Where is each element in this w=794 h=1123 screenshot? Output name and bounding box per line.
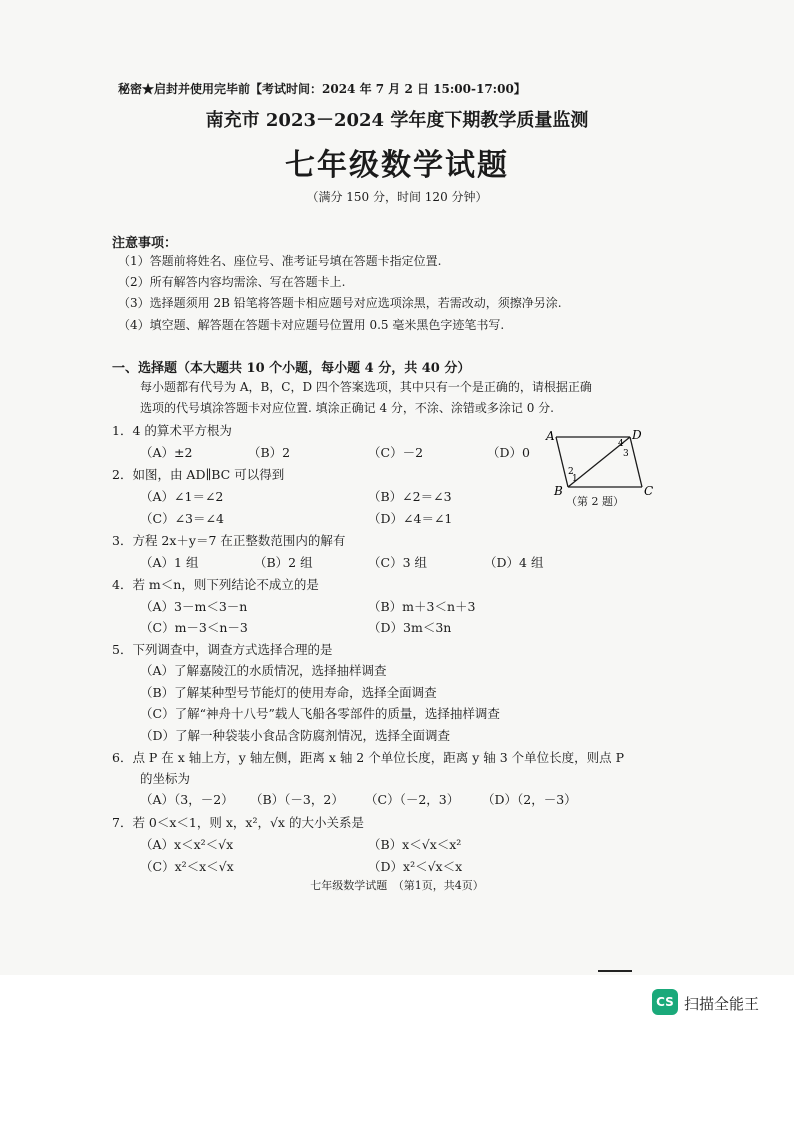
- option-a: （A）了解嘉陵江的水质情况，选择抽样调查: [140, 663, 387, 678]
- vertex-b-label: B: [554, 484, 563, 498]
- question-stem: 6．点 P 在 x 轴上方，y 轴左侧，距离 x 轴 2 个单位长度，距离 y 轴 3 个单位长度，则点 P: [112, 750, 625, 765]
- question-stem: 2．如图，由 AD∥BC 可以得到: [112, 467, 285, 482]
- note-item: （1）答题前将姓名、座位号、准考证号填在答题卡指定位置.: [118, 254, 442, 268]
- option-d: （D）4 组: [484, 555, 544, 570]
- option-a: （A）∠1＝∠2: [140, 489, 224, 504]
- option-c: （C）了解“神舟十八号”载人飞船各零部件的质量，选择抽样调查: [140, 706, 500, 721]
- option-c: （C）m－3＜n－3: [140, 620, 248, 635]
- note-item: （2）所有解答内容均需涂、写在答题卡上.: [118, 275, 346, 289]
- option-a: （A）±2: [140, 445, 193, 460]
- option-b: （B）（－3，2）: [250, 792, 344, 807]
- option-a: （A）（3，－2）: [140, 792, 234, 807]
- exam-title: 七年级数学试题: [285, 148, 509, 183]
- option-d: （D）∠4＝∠1: [368, 511, 453, 526]
- exam-meta: （满分 150 分，时间 120 分钟）: [306, 190, 488, 204]
- option-d: （D）了解一种袋装小食品含防腐剂情况，选择全面调查: [140, 728, 451, 743]
- note-item: （4）填空题、解答题在答题卡对应题号位置用 0.5 毫米黑色字迹笔书写.: [118, 318, 505, 332]
- option-b: （B）2: [248, 445, 291, 460]
- angle-2-label: 2: [568, 467, 574, 477]
- notes-heading: 注意事项：: [112, 236, 178, 251]
- vertex-a-label: A: [546, 429, 555, 443]
- angle-4-label: 4: [618, 439, 624, 449]
- section-instruction: 每小题都有代号为 A，B，C，D 四个答案选项，其中只有一个是正确的，请根据正确: [140, 380, 592, 394]
- option-d: （D）（2，－3）: [482, 792, 577, 807]
- option-a: （A）x＜x²＜√x: [140, 837, 234, 852]
- question-stem: 1．4 的算术平方根为: [112, 423, 232, 438]
- option-c: （C）3 组: [368, 555, 427, 570]
- question-stem: 4．若 m＜n，则下列结论不成立的是: [112, 577, 319, 592]
- camscanner-logo-icon: CS: [652, 989, 678, 1015]
- camscanner-watermark: 扫描全能王: [684, 995, 760, 1013]
- option-c: （C）（－2，3）: [365, 792, 460, 807]
- option-c: （C）x²＜x＜√x: [140, 859, 234, 874]
- question-stem: 5．下列调查中，调查方式选择合理的是: [112, 642, 333, 657]
- option-d: （D）0: [487, 445, 530, 460]
- option-b: （B）m＋3＜n＋3: [368, 599, 476, 614]
- section-heading: 一、选择题（本大题共 10 个小题，每小题 4 分，共 40 分）: [112, 361, 471, 376]
- option-b: （B）2 组: [254, 555, 313, 570]
- option-d: （D）x²＜√x＜x: [368, 859, 463, 874]
- question-stem-continued: 的坐标为: [140, 771, 191, 786]
- vertex-d-label: D: [632, 428, 642, 442]
- note-item: （3）选择题须用 2B 铅笔将答题卡相应题号对应选项涂黑，若需改动，须擦净另涂.: [118, 296, 562, 310]
- option-b: （B）∠2＝∠3: [368, 489, 452, 504]
- exam-time-note: 秘密★启封并使用完毕前【考试时间：2024 年 7 月 2 日 15:00-17:00】: [118, 82, 526, 96]
- section-instruction: 选项的代号填涂答题卡对应位置. 填涂正确记 4 分，不涂、涂错或多涂记 0 分.: [140, 401, 554, 415]
- option-c: （C）－2: [368, 445, 424, 460]
- option-a: （A）1 组: [140, 555, 199, 570]
- scan-edge-mark: [598, 970, 632, 972]
- option-d: （D）3m＜3n: [368, 620, 452, 635]
- page-footer: 七年级数学试题 （第1页，共4页）: [310, 879, 484, 892]
- vertex-c-label: C: [644, 484, 654, 498]
- angle-1-label: 1: [572, 474, 578, 484]
- question-stem: 7．若 0＜x＜1，则 x，x²，√x 的大小关系是: [112, 815, 364, 830]
- option-b: （B）了解某种型号节能灯的使用寿命，选择全面调查: [140, 685, 437, 700]
- option-b: （B）x＜√x＜x²: [368, 837, 462, 852]
- parallelogram-figure: [544, 427, 664, 503]
- question-stem: 3．方程 2x＋y＝7 在正整数范围内的解有: [112, 533, 346, 548]
- angle-3-label: 3: [623, 449, 629, 459]
- option-a: （A）3－m＜3－n: [140, 599, 248, 614]
- exam-subtitle: 南充市 2023－2024 学年度下期教学质量监测: [205, 110, 589, 131]
- option-c: （C）∠3＝∠4: [140, 511, 224, 526]
- figure-caption: （第 2 题）: [566, 495, 624, 508]
